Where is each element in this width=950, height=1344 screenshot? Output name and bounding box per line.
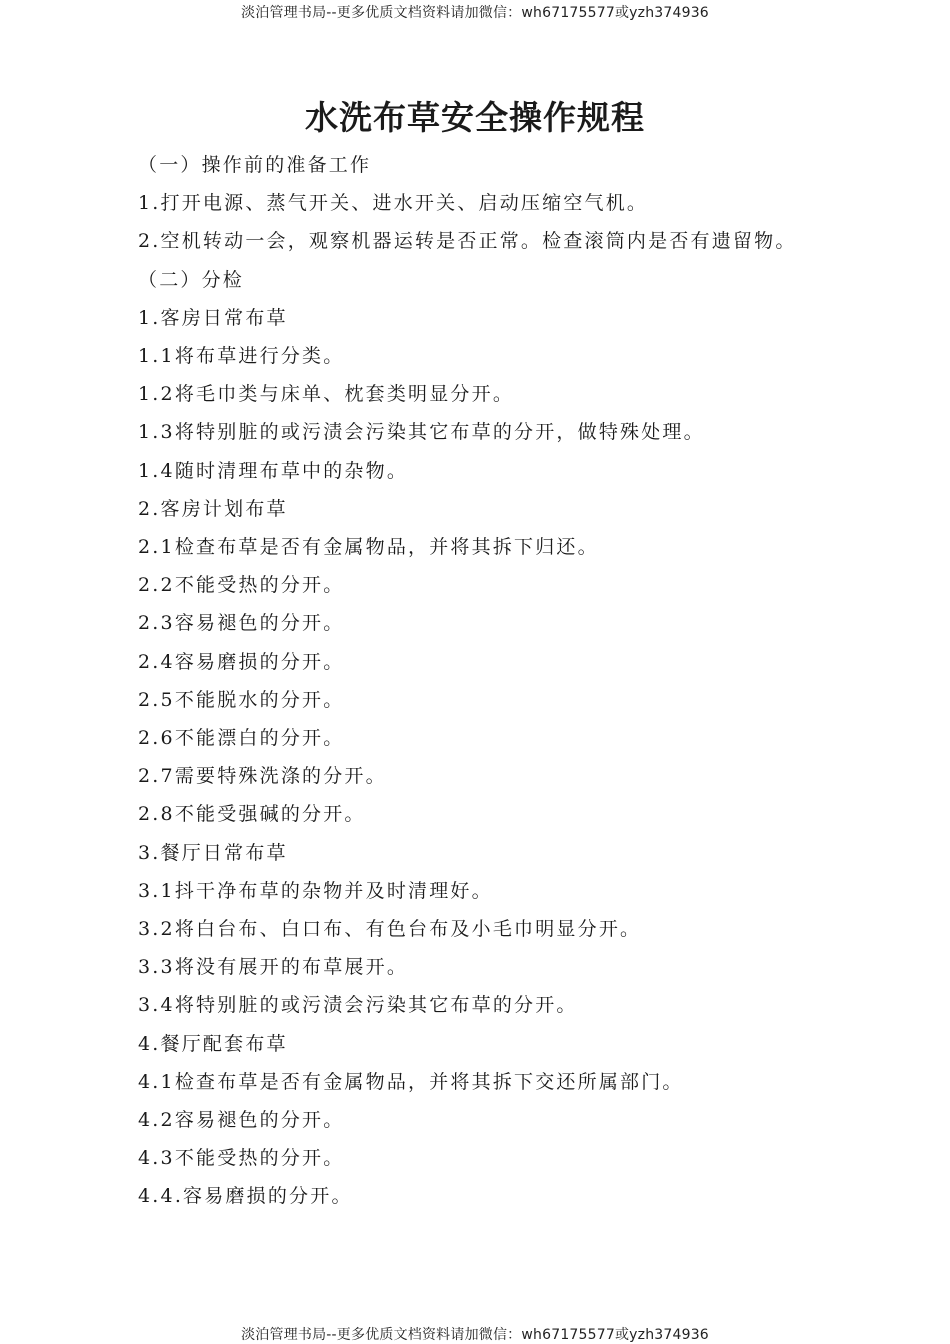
list-item: 4.4.容易磨损的分开。 bbox=[138, 1185, 353, 1208]
list-item: 2.6不能漂白的分开。 bbox=[138, 727, 345, 750]
paragraph: 1.打开电源、蒸气开关、进水开关、启动压缩空气机。 bbox=[138, 192, 649, 215]
list-item: 1.1将布草进行分类。 bbox=[138, 345, 345, 368]
page-footer: 淡泊管理书局--更多优质文档资料请加微信：wh67175577或yzh374936 bbox=[241, 1327, 709, 1343]
list-item: 2.5不能脱水的分开。 bbox=[138, 688, 345, 711]
document-body bbox=[138, 146, 828, 1216]
list-item: 3.2将白台布、白口布、有色台布及小毛巾明显分开。 bbox=[138, 918, 642, 941]
list-item: 3.4将特别脏的或污渍会污染其它布草的分开。 bbox=[138, 994, 578, 1017]
page-header: 淡泊管理书局--更多优质文档资料请加微信：wh67175577或yzh374936 bbox=[241, 5, 709, 21]
list-item: 1.3将特别脏的或污渍会污染其它布草的分开，做特殊处理。 bbox=[138, 421, 705, 444]
list-item: 2.3容易褪色的分开。 bbox=[138, 612, 345, 635]
list-item: 2.2不能受热的分开。 bbox=[138, 574, 345, 597]
subheading: 2.客房计划布草 bbox=[138, 497, 288, 520]
list-item: 3.1抖干净布草的杂物并及时清理好。 bbox=[138, 879, 493, 902]
paragraph: 2.空机转动一会，观察机器运转是否正常。检查滚筒内是否有遗留物。 bbox=[138, 230, 797, 253]
list-item: 1.4随时清理布草中的杂物。 bbox=[138, 459, 409, 482]
list-item: 4.3不能受热的分开。 bbox=[138, 1147, 345, 1170]
subheading: 3.餐厅日常布草 bbox=[138, 841, 288, 864]
list-item: 2.4容易磨损的分开。 bbox=[138, 650, 345, 673]
list-item: 1.2将毛巾类与床单、枕套类明显分开。 bbox=[138, 383, 515, 406]
subheading: 4.餐厅配套布草 bbox=[138, 1032, 288, 1055]
section-heading: （一）操作前的准备工作 bbox=[138, 154, 372, 176]
list-item: 4.2容易褪色的分开。 bbox=[138, 1109, 345, 1132]
list-item: 2.1检查布草是否有金属物品，并将其拆下归还。 bbox=[138, 536, 599, 559]
list-item: 3.3将没有展开的布草展开。 bbox=[138, 956, 409, 979]
list-item: 2.7需要特殊洗涤的分开。 bbox=[138, 765, 387, 788]
section-heading: （二）分检 bbox=[138, 268, 245, 291]
subheading: 1.客房日常布草 bbox=[138, 306, 288, 329]
list-item: 4.1检查布草是否有金属物品，并将其拆下交还所属部门。 bbox=[138, 1070, 684, 1093]
document-title: 水洗布草安全操作规程 bbox=[305, 98, 645, 137]
list-item: 2.8不能受强碱的分开。 bbox=[138, 803, 366, 826]
